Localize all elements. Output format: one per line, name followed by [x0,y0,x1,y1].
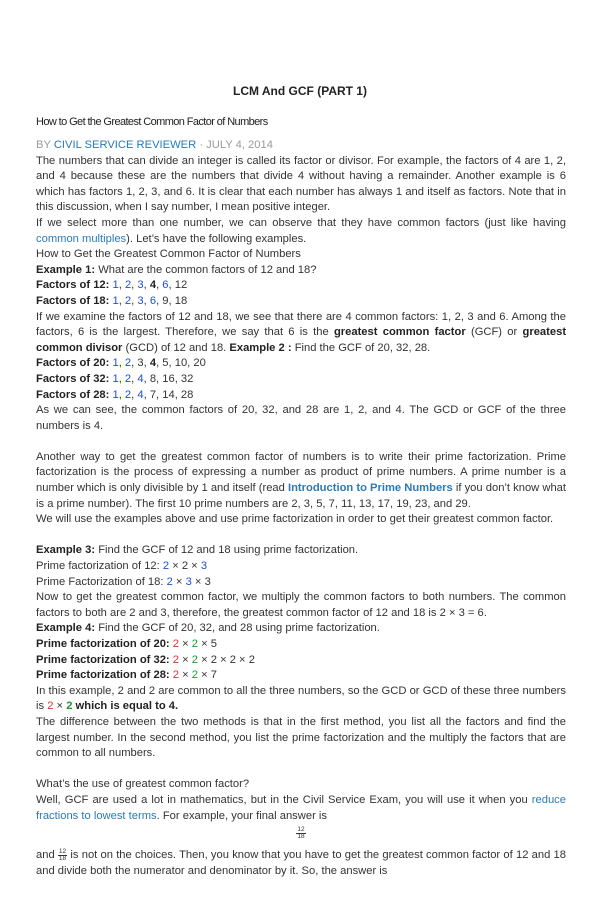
label: Prime factorization of 32: [36,653,170,666]
paragraph-common-factors [36,216,566,247]
prime-factorization-28 [36,668,566,684]
factors-label: Factors of 28: [36,388,110,401]
common-prime-green: 2 [66,700,73,713]
text: Find the GCF of 12 and 18 using prime factorization. [98,544,359,557]
factors-label: Factors of 12 [36,279,106,292]
factor: 3 [137,357,144,370]
common-factor: 4 [137,388,144,401]
common-factor: 2 [124,388,132,401]
text: In this example, 2 and 2 are common to all the three numbers, so the GCD or GCD of these three numbers is [36,684,566,713]
factors-28: Factors of 28: 1, 2, 4, 7, 14, 28 [36,388,194,401]
gcd-term: greatest common divisor [36,326,567,354]
factors-20: Factors of 20: 1, 2, 3, 4, 5, 10, 20 [36,357,206,370]
paragraph-example-4-result [36,684,566,715]
factor: 8, 16, 32 [149,372,194,385]
label: Prime factorization of 28: [36,669,170,682]
gcf-term: greatest common factor [333,326,466,339]
common-prime-green: 2 [191,669,198,682]
common-factor: 4 [149,357,157,370]
label: Prime Factorization of 18: [36,575,164,588]
example-1 [36,263,566,279]
prime-numbers-link[interactable]: Introduction to Prime Numbers [287,482,453,495]
paragraph-use-examples: We will use the examples above and use prime factorization in order to get their greatest common factor. [36,513,554,526]
colon: : [105,279,110,292]
text: and [36,849,55,862]
factors-label: Factors of 18: [36,294,110,307]
text: (GCF) or [470,326,518,339]
heading-how-to: How to Get the Greatest Common Factor of Numbers [36,248,301,261]
example-label: Example 3: [36,544,96,557]
prime-factorization-18 [36,575,566,591]
text: × 3 [194,575,211,588]
fraction-inline [58,849,67,862]
spacer [36,762,566,778]
fraction-display [36,824,566,848]
times: × [182,669,189,682]
times: × [182,638,189,650]
page-title: LCM And GCF (PART 1) [233,84,367,98]
post-subtitle: How to Get the Greatest Common Factor of Numbers [36,116,268,128]
common-factor: 2 [124,279,132,292]
fraction-numerator: 12 [297,825,305,833]
text: If we select more than one number, we can observe that they have common factors (just like having [36,216,566,229]
example-label: Example 2 : [229,341,292,354]
factor: 4 [149,279,157,292]
text: Find the GCF of 20, 32, and 28 using prime factorization. [98,622,380,635]
text: × 2 × [172,560,198,573]
text: if you don’t know what is a prime number). The first 10 prime numbers are 2, 3, 5, 7, 11, 13, 17, 19, 23, and 29. [36,482,567,510]
post-date: · JULY 4, 2014 [199,139,273,151]
spacer [36,434,566,450]
paragraph-multiply-common: Now to get the greatest common factor, we multiply the common factors to both numbers. The common factors to both are 2 and 3, therefore, the greatest common factor of 12 and 18 is 2 × 3 = 6. [36,591,566,619]
text: Another way to get the greatest common factor of numbers is to write their prime factorization. Prime factorization is the process of expressing a number as product of prime numbers. A prime number is a number which is only divisible by 1 and itself (read [36,450,566,495]
example-label: Example 1: [36,263,96,276]
common-factor: 2 [124,372,132,385]
factors-label: Factors of 32: [36,372,110,385]
paragraph-use-gcf [36,793,566,824]
fraction-denominator: 18 [58,854,67,862]
common-factor: 1 [112,357,119,370]
common-factor: 2 [124,294,132,307]
common-factor: 3 [137,294,144,307]
common-prime-red: 2 [47,700,54,713]
fraction-denominator: 18 [297,832,305,840]
text: which is equal to 4. [75,700,179,713]
text: What are the common factors of 12 and 18? [98,263,317,276]
common-factor: 2 [124,357,132,370]
prime-factorization-32 [36,653,566,669]
text: (GCD) of 12 and 18. [125,341,227,354]
spacer [36,528,566,544]
common-factor: 1 [112,372,119,385]
byline-by: BY [36,139,51,151]
text: × 2 × 2 × 2 [201,653,255,666]
factor: 12 [174,279,188,292]
common-prime-green: 2 [191,638,198,650]
example-4 [36,621,566,637]
common-prime-red: 2 [172,638,179,650]
common-factor: 1 [112,279,119,292]
heading-use-of-gcf: What’s the use of greatest common factor? [36,778,250,791]
common-factor: 3 [137,279,144,292]
label: Prime factorization of 12: [36,560,160,573]
factors-label: Factors of 20: [36,357,110,370]
common-factor: 1 [112,388,119,401]
common-multiples-link[interactable]: common multiples [36,232,127,245]
common-factor: 4 [137,372,144,385]
prime-factorization-12 [36,559,566,575]
paragraph-fraction-reduce [36,848,566,879]
paragraph-prime-factorization [36,450,566,512]
times: × [182,653,189,666]
article-body [36,138,566,879]
common-prime: 2 [166,575,173,588]
factors-18: Factors of 18: 1, 2, 3, 6, 9, 18 [36,294,188,307]
common-prime: 2 [162,560,170,573]
text: Find the GCF of 20, 32, 28. [294,341,431,354]
common-prime-red: 2 [172,669,179,682]
common-prime: 3 [185,575,192,588]
text: Well, GCF are used a lot in mathematics, but in the Civil Service Exam, you will use it when you [36,793,528,806]
factors-12: Factors of 12: 1, 2, 3, 4, 6, 12 [36,279,188,292]
common-factor: 6 [162,279,169,292]
text: ). Let’s have the following examples. [126,232,307,245]
byline [36,138,566,154]
text: × 5 [201,638,217,650]
common-prime: 3 [200,560,208,573]
paragraph-method-difference: The difference between the two methods is that in the first method, you list all the factors and find the largest number. In the second method, you list the prime factorization and the multiply the factors that are common to all numbers. [36,715,566,760]
example-3 [36,543,566,559]
example-label: Example 4: [36,622,96,635]
paragraph-intro: The numbers that can divide an integer is called its factor or divisor. For example, the factors of 4 are 1, 2, and 4 because these are the numbers that divide 4 without having a remainder. Another example is 6 which has factors 1, 2, 3, and 6. It is clear that each number has always 1 and itself as factors. Note that in this discussion, when I say number, I mean positive integer. [36,154,566,214]
text: If we examine the factors of 12 and 18, we see that there are 4 common factors: 1, 2, 3 and 6. Among the factors, 6 is the largest. Therefore, we say that 6 is the [36,310,566,339]
common-factor: 1 [112,294,119,307]
factor: 9, 18 [162,294,188,307]
times: × [56,700,64,713]
common-prime-red: 2 [172,653,179,666]
text: is not on the choices. Then, you know that you have to get the greatest common factor of 12 and 18 and divide both the numerator and denominator by it. So, the answer is [36,849,567,877]
paragraph-common-factors-result: As we can see, the common factors of 20, 32, and 28 are 1, 2, and 4. The GCD or GCF of the three numbers is 4. [36,404,566,432]
factor: 5, 10, 20 [162,357,206,370]
factors-32: Factors of 32: 1, 2, 4, 8, 16, 32 [36,372,194,385]
paragraph-gcf-definition [36,310,566,357]
reduce-fractions-link[interactable]: reduce fractions to lowest terms [36,793,566,822]
fraction-numerator: 12 [58,847,67,855]
times: × [175,575,183,588]
author-link[interactable]: CIVIL SERVICE REVIEWER [53,139,197,151]
label: Prime factorization of 20: [36,638,170,650]
factor: 7, 14, 28 [149,388,194,401]
fraction [296,827,305,840]
common-prime-green: 2 [191,653,198,666]
common-factor: 6 [149,294,157,307]
text: . For example, your final answer is [156,809,327,822]
prime-factorization-20 [36,637,566,653]
text: × 7 [201,669,217,682]
